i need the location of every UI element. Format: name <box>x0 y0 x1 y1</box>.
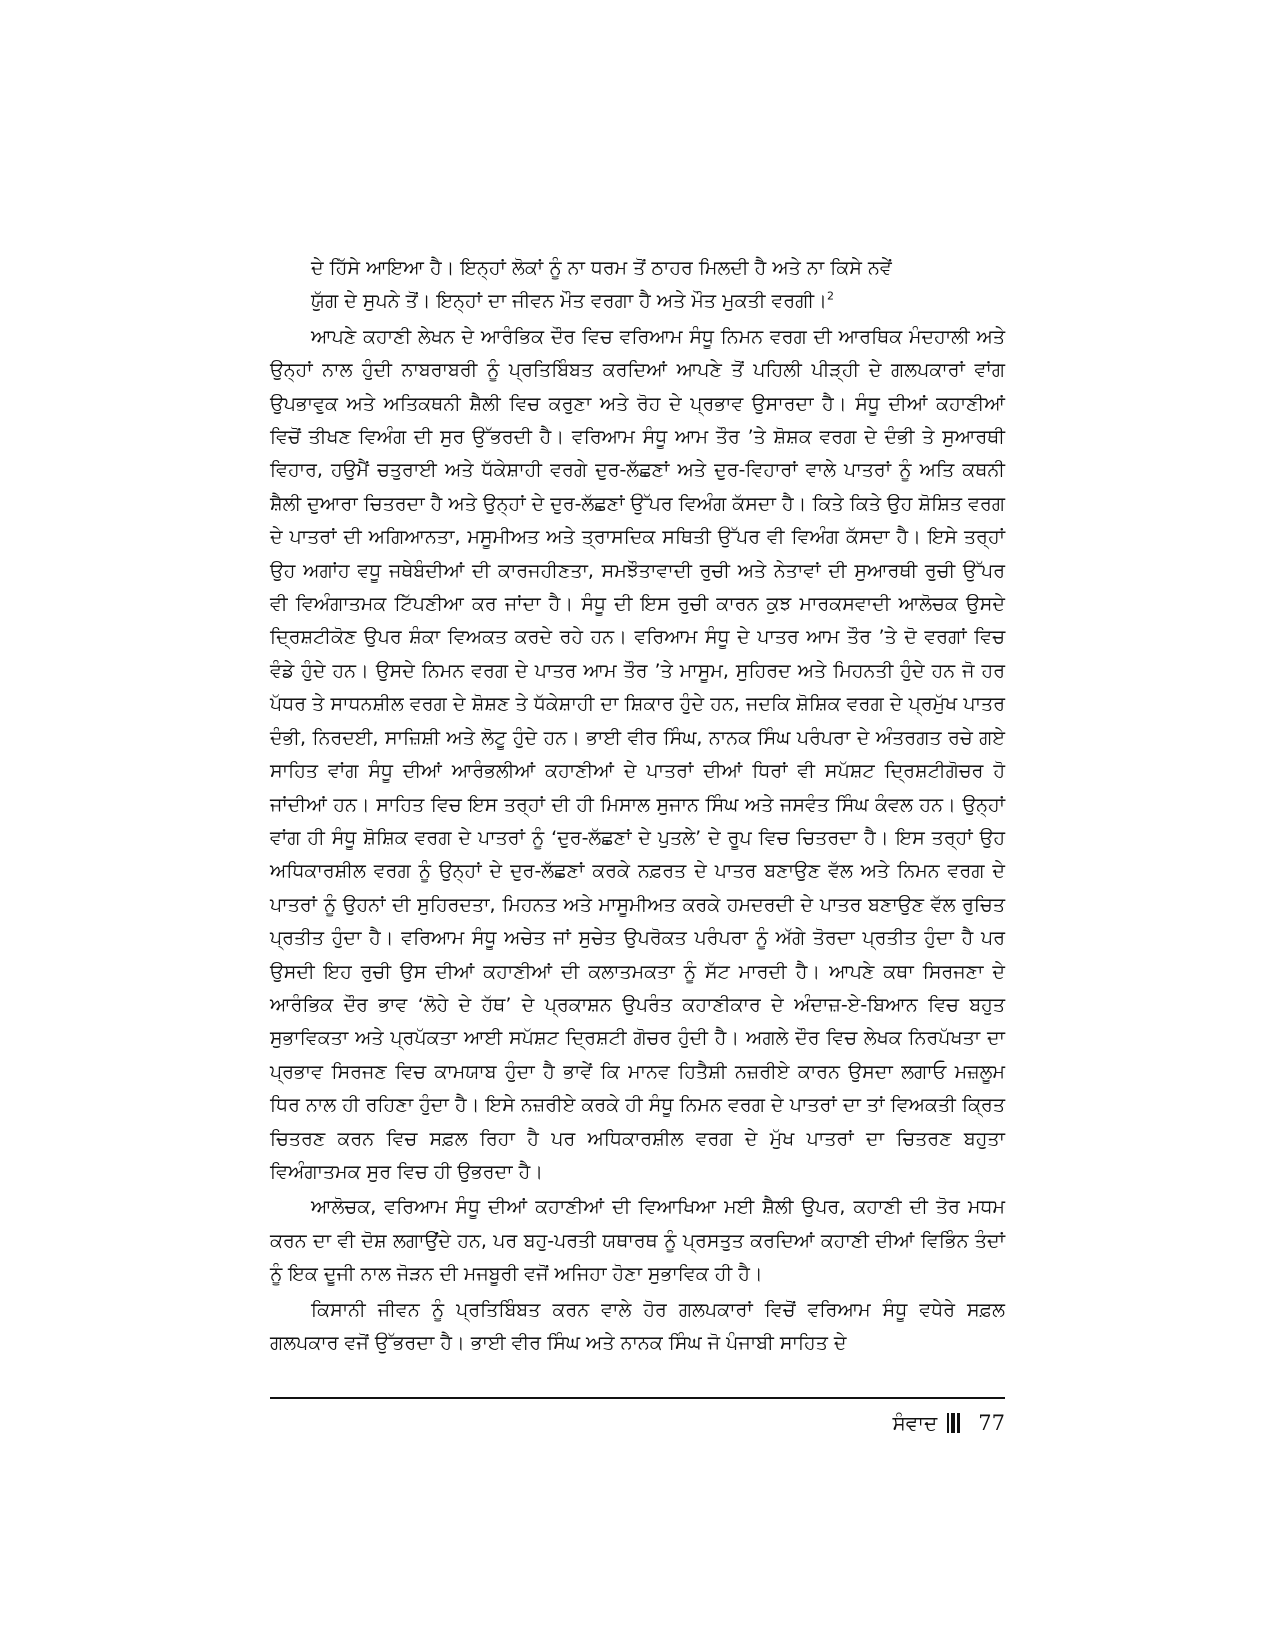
body-text <box>270 252 1005 1360</box>
quote-line-1: ਦੇ ਹਿੱਸੇ ਆਇਆ ਹੈ। ਇਨ੍ਹਾਂ ਲੋਕਾਂ ਨੂੰ ਨਾ ਧਰਮ ਤੋਂ ਠਾਹਰ ਮਿਲਦੀ ਹੈ ਅਤੇ ਨਾ ਕਿਸੇ ਨਵੇਂ <box>311 257 892 279</box>
page-footer <box>892 1411 1005 1435</box>
page-number: 77 <box>978 1411 1005 1435</box>
footer-divider <box>270 1397 1005 1399</box>
quote-line-2: ਯੁੱਗ ਦੇ ਸੁਪਨੇ ਤੋਂ। ਇਨ੍ਹਾਂ ਦਾ ਜੀਵਨ ਮੌਤ ਵਰਗਾ ਹੈ ਅਤੇ ਮੌਤ ਮੁਕਤੀ ਵਰਗੀ। <box>311 290 827 313</box>
footnote-reference: 2 <box>826 290 834 304</box>
ornament-bars-icon <box>947 1413 960 1433</box>
paragraph-2: ਆਲੋਚਕ, ਵਰਿਆਮ ਸੰਧੂ ਦੀਆਂ ਕਹਾਣੀਆਂ ਦੀ ਵਿਆਖਿਆ ਮਈ ਸ਼ੈਲੀ ਉਪਰ, ਕਹਾਣੀ ਦੀ ਤੋਰ ਮਧਮ ਕਰਨ ਦਾ ਵੀ ਦੋਸ਼ ਲਗਾਉਂਦੇ ਹਨ, ਪਰ ਬਹੁ-ਪਰਤੀ ਯਥਾਰਥ ਨੂੰ ਪ੍ਰਸਤੁਤ ਕਰਦਿਆਂ ਕਹਾਣੀ ਦੀਆਂ ਵਿਭਿੰਨ ਤੰਦਾਂ ਨੂੰ ਇਕ ਦੂਜੀ ਨਾਲ ਜੋੜਨ ਦੀ ਮਜਬੂਰੀ ਵਜੋਂ ਅਜਿਹਾ ਹੋਣਾ ਸੁਭਾਵਿਕ ਹੀ ਹੈ। <box>270 1196 1005 1286</box>
quote-continuation <box>270 252 1005 319</box>
paragraph-1: ਆਪਣੇ ਕਹਾਣੀ ਲੇਖਨ ਦੇ ਆਰੰਭਿਕ ਦੌਰ ਵਿਚ ਵਰਿਆਮ ਸੰਧੂ ਨਿਮਨ ਵਰਗ ਦੀ ਆਰਥਿਕ ਮੰਦਹਾਲੀ ਅਤੇ ਉਨ੍ਹਾਂ ਨਾਲ ਹੁੰਦੀ ਨਾਬਰਾਬਰੀ ਨੂੰ ਪ੍ਰਤਿਬਿੰਬਤ ਕਰਦਿਆਂ ਆਪਣੇ ਤੋਂ ਪਹਿਲੀ ਪੀੜ੍ਹੀ ਦੇ ਗਲਪਕਾਰਾਂ ਵਾਂਗ ਉਪਭਾਵੁਕ ਅਤੇ ਅਤਿਕਥਨੀ ਸ਼ੈਲੀ ਵਿਚ ਕਰੁਣਾ ਅਤੇ ਰੋਹ ਦੇ ਪ੍ਰਭਾਵ ਉਸਾਰਦਾ ਹੈ। ਸੰਧੂ ਦੀਆਂ ਕਹਾਣੀਆਂ ਵਿਚੋਂ ਤੀਖਣ ਵਿਅੰਗ ਦੀ ਸੁਰ ਉੱਭਰਦੀ ਹੈ। ਵਰਿਆਮ ਸੰਧੂ ਆਮ ਤੌਰ ’ਤੇ ਸ਼ੋਸ਼ਕ ਵਰਗ ਦੇ ਦੰਭੀ ਤੇ ਸੁਆਰਥੀ ਵਿਹਾਰ, ਹਉਮੈਂ ਚਤੁਰਾਈ ਅਤੇ ਧੱਕੇਸ਼ਾਹੀ ਵਰਗੇ ਦੁਰ-ਲੱਛਣਾਂ ਅਤੇ ਦੁਰ-ਵਿਹਾਰਾਂ ਵਾਲੇ ਪਾਤਰਾਂ ਨੂੰ ਅਤਿ ਕਥਨੀ ਸ਼ੈਲੀ ਦੁਆਰਾ ਚਿਤਰਦਾ ਹੈ ਅਤੇ ਉਨ੍ਹਾਂ ਦੇ ਦੁਰ-ਲੱਛਣਾਂ ਉੱਪਰ ਵਿਅੰਗ ਕੱਸਦਾ ਹੈ। ਕਿਤੇ ਕਿਤੇ ਉਹ ਸ਼ੋਸ਼ਿਤ ਵਰਗ ਦੇ ਪਾਤਰਾਂ ਦੀ ਅਗਿਆਨਤਾ, ਮਸੂਮੀਅਤ ਅਤੇ ਤ੍ਰਾਸਦਿਕ ਸਥਿਤੀ ਉੱਪਰ ਵੀ ਵਿਅੰਗ ਕੱਸਦਾ ਹੈ। ਇਸੇ ਤਰ੍ਹਾਂ ਉਹ ਅਗਾਂਹ ਵਧੂ ਜਥੇਬੰਦੀਆਂ ਦੀ ਕਾਰਜਹੀਣਤਾ, ਸਮਝੌਤਾਵਾਦੀ ਰੁਚੀ ਅਤੇ ਨੇਤਾਵਾਂ ਦੀ ਸੁਆਰਥੀ ਰੁਚੀ ਉੱਪਰ ਵੀ ਵਿਅੰਗਾਤਮਕ ਟਿੱਪਣੀਆ ਕਰ ਜਾਂਦਾ ਹੈ। ਸੰਧੂ ਦੀ ਇਸ ਰੁਚੀ ਕਾਰਨ ਕੁਝ ਮਾਰਕਸਵਾਦੀ ਆਲੋਚਕ ਉਸਦੇ ਦ੍ਰਿਸ਼ਟੀਕੋਣ ਉਪਰ ਸ਼ੰਕਾ ਵਿਅਕਤ ਕਰਦੇ ਰਹੇ ਹਨ। ਵਰਿਆਮ ਸੰਧੂ ਦੇ ਪਾਤਰ ਆਮ ਤੌਰ ’ਤੇ ਦੋ ਵਰਗਾਂ ਵਿਚ ਵੰਡੇ ਹੁੰਦੇ ਹਨ। ਉਸਦੇ ਨਿਮਨ ਵਰਗ ਦੇ ਪਾਤਰ ਆਮ ਤੌਰ ’ਤੇ ਮਾਸੂਮ, ਸੁਹਿਰਦ ਅਤੇ ਮਿਹਨਤੀ ਹੁੰਦੇ ਹਨ ਜੋ ਹਰ ਪੱਧਰ ਤੇ ਸਾਧਨਸ਼ੀਲ ਵਰਗ ਦੇ ਸ਼ੋਸ਼ਣ ਤੇ ਧੱਕੇਸ਼ਾਹੀ ਦਾ ਸ਼ਿਕਾਰ ਹੁੰਦੇ ਹਨ, ਜਦਕਿ ਸ਼ੋਸ਼ਿਕ ਵਰਗ ਦੇ ਪ੍ਰਮੁੱਖ ਪਾਤਰ ਦੰਭੀ, ਨਿਰਦਈ, ਸਾਜ਼ਿਸ਼ੀ ਅਤੇ ਲੋਟੂ ਹੁੰਦੇ ਹਨ। ਭਾਈ ਵੀਰ ਸਿੰਘ, ਨਾਨਕ ਸਿੰਘ ਪਰੰਪਰਾ ਦੇ ਅੰਤਰਗਤ ਰਚੇ ਗਏ ਸਾਹਿਤ ਵਾਂਗ ਸੰਧੂ ਦੀਆਂ ਆਰੰਭਲੀਆਂ ਕਹਾਣੀਆਂ ਦੇ ਪਾਤਰਾਂ ਦੀਆਂ ਧਿਰਾਂ ਵੀ ਸਪੱਸ਼ਟ ਦ੍ਰਿਸ਼ਟੀਗੋਚਰ ਹੋ ਜਾਂਦੀਆਂ ਹਨ। ਸਾਹਿਤ ਵਿਚ ਇਸ ਤਰ੍ਹਾਂ ਦੀ ਹੀ ਮਿਸਾਲ ਸੁਜਾਨ ਸਿੰਘ ਅਤੇ ਜਸਵੰਤ ਸਿੰਘ ਕੰਵਲ ਹਨ। ਉਨ੍ਹਾਂ ਵਾਂਗ ਹੀ ਸੰਧੂ ਸ਼ੋਸ਼ਿਕ ਵਰਗ ਦੇ ਪਾਤਰਾਂ ਨੂੰ ‘ਦੁਰ-ਲੱਛਣਾਂ ਦੇ ਪੁਤਲੇ’ ਦੇ ਰੂਪ ਵਿਚ ਚਿਤਰਦਾ ਹੈ। ਇਸ ਤਰ੍ਹਾਂ ਉਹ ਅਧਿਕਾਰਸ਼ੀਲ ਵਰਗ ਨੂੰ ਉਨ੍ਹਾਂ ਦੇ ਦੁਰ-ਲੱਛਣਾਂ ਕਰਕੇ ਨਫ਼ਰਤ ਦੇ ਪਾਤਰ ਬਣਾਉਣ ਵੱਲ ਅਤੇ ਨਿਮਨ ਵਰਗ ਦੇ ਪਾਤਰਾਂ ਨੂੰ ਉਹਨਾਂ ਦੀ ਸੁਹਿਰਦਤਾ, ਮਿਹਨਤ ਅਤੇ ਮਾਸੂਮੀਅਤ ਕਰਕੇ ਹਮਦਰਦੀ ਦੇ ਪਾਤਰ ਬਣਾਉਣ ਵੱਲ ਰੁਚਿਤ ਪ੍ਰਤੀਤ ਹੁੰਦਾ ਹੈ। ਵਰਿਆਮ ਸੰਧੂ ਅਚੇਤ ਜਾਂ ਸੁਚੇਤ ਉਪਰੋਕਤ ਪਰੰਪਰਾ ਨੂੰ ਅੱਗੇ ਤੋਰਦਾ ਪ੍ਰਤੀਤ ਹੁੰਦਾ ਹੈ ਪਰ ਉਸਦੀ ਇਹ ਰੁਚੀ ਉਸ ਦੀਆਂ ਕਹਾਣੀਆਂ ਦੀ ਕਲਾਤਮਕਤਾ ਨੂੰ ਸੱਟ ਮਾਰਦੀ ਹੈ। ਆਪਣੇ ਕਥਾ ਸਿਰਜਣਾ ਦੇ ਆਰੰਭਿਕ ਦੌਰ ਭਾਵ ‘ਲੋਹੇ ਦੇ ਹੱਥ’ ਦੇ ਪ੍ਰਕਾਸ਼ਨ ਉਪਰੰਤ ਕਹਾਣੀਕਾਰ ਦੇ ਅੰਦਾਜ਼-ਏ-ਬਿਆਨ ਵਿਚ ਬਹੁਤ ਸੁਭਾਵਿਕਤਾ ਅਤੇ ਪ੍ਰਪੱਕਤਾ ਆਈ ਸਪੱਸ਼ਟ ਦ੍ਰਿਸ਼ਟੀ ਗੋਚਰ ਹੁੰਦੀ ਹੈ। ਅਗਲੇ ਦੌਰ ਵਿਚ ਲੇਖਕ ਨਿਰਪੱਖਤਾ ਦਾ ਪ੍ਰਭਾਵ ਸਿਰਜਣ ਵਿਚ ਕਾਮਯਾਬ ਹੁੰਦਾ ਹੈ ਭਾਵੇਂ ਕਿ ਮਾਨਵ ਹਿਤੈਸ਼ੀ ਨਜ਼ਰੀਏ ਕਾਰਨ ਉਸਦਾ ਲਗਾਓ ਮਜ਼ਲੂਮ ਧਿਰ ਨਾਲ ਹੀ ਰਹਿਣਾ ਹੁੰਦਾ ਹੈ। ਇਸੇ ਨਜ਼ਰੀਏ ਕਰਕੇ ਹੀ ਸੰਧੂ ਨਿਮਨ ਵਰਗ ਦੇ ਪਾਤਰਾਂ ਦਾ ਤਾਂ ਵਿਅਕਤੀ ਕ੍ਰਿਤ ਚਿਤਰਣ ਕਰਨ ਵਿਚ ਸਫ਼ਲ ਰਿਹਾ ਹੈ ਪਰ ਅਧਿਕਾਰਸ਼ੀਲ ਵਰਗ ਦੇ ਮੁੱਖ ਪਾਤਰਾਂ ਦਾ ਚਿਤਰਣ ਬਹੁਤਾ ਵਿਅੰਗਾਤਮਕ ਸੁਰ ਵਿਚ ਹੀ ਉਭਰਦਾ ਹੈ। <box>270 325 1005 1183</box>
journal-name: ਸੰਵਾਦ <box>892 1411 938 1435</box>
paragraph-3: ਕਿਸਾਨੀ ਜੀਵਨ ਨੂੰ ਪ੍ਰਤਿਬਿੰਬਤ ਕਰਨ ਵਾਲੇ ਹੋਰ ਗਲਪਕਾਰਾਂ ਵਿਚੋਂ ਵਰਿਆਮ ਸੰਧੂ ਵਧੇਰੇ ਸਫ਼ਲ ਗਲਪਕਾਰ ਵਜੋਂ ਉੱਭਰਦਾ ਹੈ। ਭਾਈ ਵੀਰ ਸਿੰਘ ਅਤੇ ਨਾਨਕ ਸਿੰਘ ਜੋ ਪੰਜਾਬੀ ਸਾਹਿਤ ਦੇ <box>270 1298 1005 1354</box>
